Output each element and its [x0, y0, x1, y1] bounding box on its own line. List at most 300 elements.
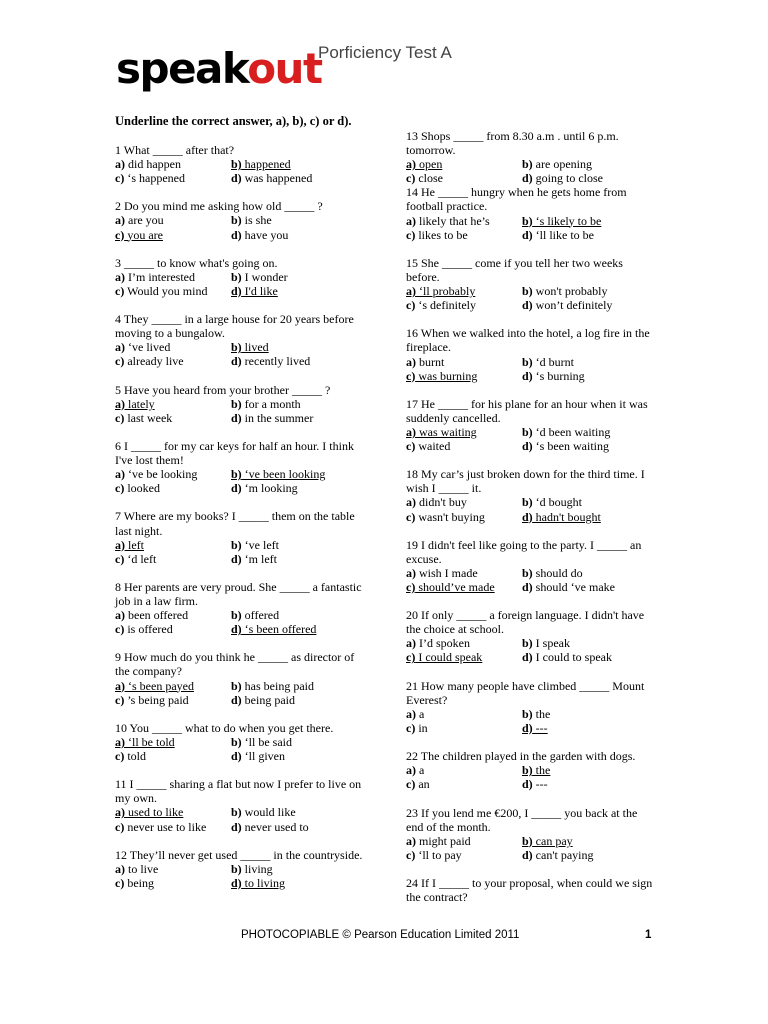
option-text: close — [415, 171, 443, 186]
question — [115, 312, 365, 368]
option-text: to living — [241, 875, 286, 890]
option-text: I’d spoken — [416, 636, 470, 651]
option-letter: a) — [115, 805, 125, 820]
option-b[interactable] — [522, 425, 610, 439]
option-letter: b) — [522, 706, 533, 721]
option-a[interactable] — [406, 495, 522, 509]
option-a[interactable] — [406, 425, 522, 439]
option-d[interactable] — [231, 552, 277, 566]
question-text: 16 When we walked into the hotel, a log fire in the fireplace. — [406, 326, 650, 355]
option-c[interactable] — [115, 749, 231, 763]
page-number: 1 — [645, 929, 652, 941]
option-a[interactable] — [406, 707, 522, 721]
question — [115, 439, 365, 495]
option-c[interactable] — [406, 228, 522, 242]
question — [115, 721, 365, 763]
option-letter: c) — [406, 509, 416, 524]
option-c[interactable] — [115, 411, 231, 425]
option-text: living — [241, 861, 273, 876]
option-b[interactable] — [522, 566, 583, 580]
option-b[interactable] — [231, 862, 273, 876]
option-a[interactable] — [406, 834, 522, 848]
question — [115, 509, 365, 565]
option-row — [115, 735, 365, 749]
logo-speak: speak — [116, 44, 248, 93]
option-d[interactable] — [522, 848, 593, 862]
option-b[interactable] — [522, 284, 608, 298]
option-d[interactable] — [231, 820, 309, 834]
option-text: was waiting — [416, 424, 477, 439]
option-letter: b) — [522, 354, 533, 369]
option-c[interactable] — [406, 650, 522, 664]
option-letter: d) — [522, 847, 533, 862]
option-letter: c) — [406, 298, 416, 313]
question — [115, 383, 365, 425]
option-letter: a) — [406, 424, 416, 439]
option-letter: c) — [406, 227, 416, 242]
option-text: lately — [125, 396, 155, 411]
option-d[interactable] — [231, 228, 288, 242]
question — [115, 650, 365, 706]
option-c[interactable] — [115, 693, 231, 707]
option-text: the — [532, 763, 551, 778]
option-letter: a) — [115, 396, 125, 411]
option-c[interactable] — [115, 876, 231, 890]
option-c[interactable] — [406, 721, 522, 735]
option-letter: b) — [522, 213, 533, 228]
option-letter: d) — [522, 439, 533, 454]
option-c[interactable] — [115, 820, 231, 834]
option-text: never used to — [241, 819, 309, 834]
option-text: being paid — [241, 692, 295, 707]
question-text: 17 He _____ for his plane for an hour when it was suddenly cancelled. — [406, 396, 648, 425]
option-letter: a) — [406, 763, 416, 778]
option-text: should do — [532, 565, 583, 580]
option-row — [406, 228, 656, 242]
option-a[interactable] — [115, 340, 231, 354]
option-text: lived — [241, 340, 269, 355]
question-text: 22 The children played in the garden with dogs. — [406, 749, 636, 764]
option-letter: d) — [522, 368, 533, 383]
option-text: has being paid — [241, 678, 314, 693]
option-text: ‘d bought — [532, 495, 583, 510]
question — [406, 608, 656, 664]
option-letter: a) — [115, 678, 125, 693]
question-text: 20 If only _____ a foreign language. I didn't have the choice at school. — [406, 608, 645, 637]
option-row — [406, 369, 656, 383]
option-letter: a) — [115, 157, 125, 172]
question-text: 11 I _____ sharing a flat but now I prefer to live on my own. — [115, 777, 362, 806]
option-a[interactable] — [115, 608, 231, 622]
option-letter: d) — [231, 354, 242, 369]
option-b[interactable] — [522, 495, 582, 509]
option-text: going to close — [532, 171, 603, 186]
speakout-logo — [116, 44, 322, 93]
option-row — [406, 763, 656, 777]
question-text: 4 They _____ in a large house for 20 years before moving to a bungalow. — [115, 312, 354, 341]
option-letter: d) — [231, 410, 242, 425]
option-letter: b) — [231, 396, 242, 411]
option-a[interactable] — [115, 213, 231, 227]
option-letter: b) — [231, 537, 242, 552]
option-d[interactable] — [231, 354, 310, 368]
option-row — [115, 213, 365, 227]
option-row — [115, 876, 365, 890]
option-a[interactable] — [406, 566, 522, 580]
option-text: the — [532, 706, 551, 721]
option-text: last week — [124, 410, 173, 425]
option-letter: b) — [522, 424, 533, 439]
option-letter: d) — [522, 720, 533, 735]
option-row — [406, 834, 656, 848]
option-a[interactable] — [115, 735, 231, 749]
option-text: told — [124, 749, 146, 764]
option-letter: b) — [231, 678, 242, 693]
option-letter: a) — [406, 706, 416, 721]
option-c[interactable] — [406, 369, 522, 383]
question — [406, 806, 656, 862]
option-d[interactable] — [522, 171, 603, 185]
option-letter: d) — [231, 171, 242, 186]
question-text: 23 If you lend me €200, I _____ you back at the end of the month. — [406, 805, 638, 834]
option-row — [406, 707, 656, 721]
option-text: in — [415, 720, 428, 735]
option-a[interactable] — [406, 157, 522, 171]
option-d[interactable] — [522, 580, 615, 594]
question — [406, 467, 656, 523]
option-letter: c) — [115, 171, 125, 186]
option-row — [406, 214, 656, 228]
option-text: can't paying — [532, 847, 594, 862]
option-letter: b) — [231, 608, 242, 623]
option-letter: d) — [522, 171, 533, 186]
option-letter: d) — [231, 819, 242, 834]
option-letter: a) — [115, 537, 125, 552]
option-letter: c) — [406, 777, 416, 792]
option-row — [115, 622, 365, 636]
option-c[interactable] — [115, 481, 231, 495]
option-text: never use to like — [124, 819, 207, 834]
option-text: a — [416, 763, 425, 778]
option-text: ‘ve been looking — [241, 467, 326, 482]
option-row — [115, 467, 365, 481]
question — [406, 185, 656, 241]
option-a[interactable] — [406, 763, 522, 777]
test-title: Porficiency Test A — [318, 43, 452, 62]
option-letter: b) — [231, 213, 242, 228]
option-row — [406, 566, 656, 580]
right-column — [406, 129, 656, 918]
option-row — [115, 481, 365, 495]
option-d[interactable] — [522, 369, 585, 383]
option-c[interactable] — [115, 228, 231, 242]
option-letter: a) — [406, 354, 416, 369]
question-text: 7 Where are my books? I _____ them on the table last night. — [115, 509, 355, 538]
option-text: won’t definitely — [532, 298, 613, 313]
option-letter: b) — [522, 565, 533, 580]
option-d[interactable] — [231, 284, 278, 298]
option-d[interactable] — [522, 650, 612, 664]
option-text: ‘m looking — [241, 481, 298, 496]
option-row — [115, 270, 365, 284]
option-text: ‘d burnt — [532, 354, 574, 369]
option-c[interactable] — [406, 298, 522, 312]
option-text: would like — [241, 805, 296, 820]
question — [115, 256, 365, 298]
option-b[interactable] — [231, 679, 314, 693]
option-b[interactable] — [231, 213, 272, 227]
instruction: Underline the correct answer, a), b), c) or d). — [115, 114, 352, 128]
option-letter: c) — [115, 875, 125, 890]
option-text: should’ve made — [415, 580, 495, 594]
question — [406, 129, 656, 185]
option-letter: d) — [231, 692, 242, 707]
option-d[interactable] — [522, 721, 548, 735]
option-a[interactable] — [406, 636, 522, 650]
option-row — [115, 411, 365, 425]
option-c[interactable] — [115, 622, 231, 636]
option-letter: a) — [406, 833, 416, 848]
option-a[interactable] — [115, 805, 231, 819]
option-text: left — [125, 537, 144, 552]
question — [406, 749, 656, 791]
option-letter: c) — [406, 439, 416, 454]
option-letter: b) — [231, 467, 242, 482]
option-letter: d) — [522, 650, 533, 665]
question-text: 21 How many people have climbed _____ Mount Everest? — [406, 678, 645, 707]
option-letter: c) — [115, 749, 125, 764]
option-text: hadn't bought — [532, 509, 601, 524]
option-text: happened — [241, 157, 291, 172]
option-letter: c) — [406, 171, 416, 186]
option-text: I could to speak — [532, 650, 612, 665]
option-letter: c) — [115, 354, 125, 369]
option-text: ‘ll given — [241, 749, 285, 764]
option-letter: c) — [115, 819, 125, 834]
question — [115, 199, 365, 241]
option-row — [406, 777, 656, 791]
option-row — [406, 425, 656, 439]
option-row — [406, 650, 656, 664]
option-letter: a) — [115, 861, 125, 876]
option-d[interactable] — [522, 298, 612, 312]
option-text: ‘ll probably — [416, 284, 476, 299]
question-text: 2 Do you mind me asking how old _____ ? — [115, 199, 323, 214]
option-b[interactable] — [231, 608, 279, 622]
option-text: for a month — [241, 396, 301, 411]
option-a[interactable] — [115, 679, 231, 693]
option-c[interactable] — [406, 848, 522, 862]
question — [406, 326, 656, 382]
option-b[interactable] — [522, 214, 601, 228]
option-b[interactable] — [231, 157, 291, 171]
option-text: ‘s burning — [532, 368, 585, 383]
option-b[interactable] — [231, 538, 279, 552]
option-b[interactable] — [231, 467, 325, 481]
option-row — [406, 580, 656, 594]
question-text: 6 I _____ for my car keys for half an hour. I think I've lost them! — [115, 438, 354, 468]
option-letter: d) — [522, 777, 533, 792]
option-c[interactable] — [406, 171, 522, 185]
option-letter: d) — [231, 551, 242, 566]
option-a[interactable] — [406, 284, 522, 298]
option-d[interactable] — [231, 876, 285, 890]
option-b[interactable] — [231, 340, 269, 354]
option-text: did happen — [125, 157, 181, 172]
option-text: --- — [532, 777, 548, 792]
option-letter: a) — [115, 213, 125, 228]
option-text: I could speak — [415, 650, 483, 665]
option-letter: b) — [522, 763, 533, 778]
option-letter: b) — [231, 157, 242, 172]
option-text: was burning — [415, 368, 478, 383]
option-text: been offered — [125, 608, 189, 623]
option-d[interactable] — [522, 228, 594, 242]
question — [406, 256, 656, 312]
option-text: to live — [125, 861, 159, 876]
option-d[interactable] — [231, 171, 312, 185]
option-letter: b) — [231, 340, 242, 355]
option-d[interactable] — [522, 510, 601, 524]
option-a[interactable] — [406, 214, 522, 228]
question — [115, 848, 365, 890]
option-c[interactable] — [115, 552, 231, 566]
question-text: 3 _____ to know what's going on. — [115, 255, 278, 270]
option-row — [406, 439, 656, 453]
option-row — [406, 284, 656, 298]
option-row — [406, 636, 656, 650]
option-b[interactable] — [231, 397, 301, 411]
option-letter: c) — [406, 580, 416, 594]
option-text: Would you mind — [124, 283, 208, 298]
option-c[interactable] — [406, 580, 522, 594]
option-a[interactable] — [406, 355, 522, 369]
option-row — [115, 171, 365, 185]
option-letter: a) — [406, 565, 416, 580]
option-letter: d) — [522, 580, 533, 594]
option-text: --- — [532, 720, 548, 735]
option-a[interactable] — [115, 467, 231, 481]
option-row — [406, 171, 656, 185]
option-a[interactable] — [115, 397, 231, 411]
question — [406, 397, 656, 453]
option-b[interactable] — [231, 270, 288, 284]
option-b[interactable] — [231, 805, 296, 819]
option-letter: a) — [406, 157, 416, 172]
option-letter: d) — [231, 622, 242, 637]
option-row — [406, 157, 656, 171]
question-text: 18 My car’s just broken down for the third time. I wish I _____ it. — [406, 467, 645, 496]
question — [115, 777, 365, 833]
option-a[interactable] — [115, 270, 231, 284]
option-letter: c) — [115, 410, 125, 425]
left-column — [115, 143, 365, 904]
option-row — [115, 538, 365, 552]
option-b[interactable] — [522, 355, 574, 369]
option-text: being — [124, 875, 154, 890]
option-a[interactable] — [115, 157, 231, 171]
option-b[interactable] — [522, 763, 550, 777]
option-row — [115, 693, 365, 707]
option-d[interactable] — [231, 411, 313, 425]
option-text: offered — [241, 608, 280, 623]
option-a[interactable] — [115, 862, 231, 876]
option-row — [406, 355, 656, 369]
option-text: ‘s been waiting — [532, 439, 609, 454]
question — [115, 580, 365, 636]
option-letter: c) — [406, 720, 416, 735]
option-text: ’s being paid — [124, 692, 189, 707]
option-letter: d) — [231, 283, 242, 298]
option-b[interactable] — [522, 707, 550, 721]
option-row — [115, 679, 365, 693]
option-d[interactable] — [231, 481, 298, 495]
option-letter: b) — [522, 636, 533, 651]
option-c[interactable] — [115, 171, 231, 185]
option-text: used to like — [125, 805, 184, 820]
question — [115, 143, 365, 185]
option-a[interactable] — [115, 538, 231, 552]
option-d[interactable] — [231, 749, 285, 763]
option-text: wish I made — [416, 565, 478, 580]
question-text: 15 She _____ come if you tell her two weeks before. — [406, 255, 623, 284]
option-d[interactable] — [231, 693, 295, 707]
option-letter: a) — [115, 340, 125, 355]
option-row — [115, 284, 365, 298]
option-letter: b) — [522, 157, 533, 172]
option-d[interactable] — [231, 622, 316, 636]
option-letter: c) — [115, 692, 125, 707]
option-text: ‘s been offered — [241, 622, 317, 637]
option-letter: d) — [522, 509, 533, 524]
option-text: won't probably — [532, 284, 608, 299]
option-row — [115, 157, 365, 171]
option-d[interactable] — [522, 439, 609, 453]
option-c[interactable] — [115, 284, 231, 298]
option-letter: d) — [231, 875, 242, 890]
option-b[interactable] — [522, 636, 570, 650]
option-text: I’m interested — [125, 269, 195, 284]
option-c[interactable] — [406, 777, 522, 791]
option-text: I speak — [532, 636, 570, 651]
option-row — [406, 721, 656, 735]
option-b[interactable] — [522, 834, 573, 848]
option-c[interactable] — [115, 354, 231, 368]
option-c[interactable] — [406, 439, 522, 453]
option-letter: d) — [231, 227, 242, 242]
option-text: burnt — [416, 354, 445, 369]
option-c[interactable] — [406, 510, 522, 524]
option-letter: a) — [115, 734, 125, 749]
option-letter: b) — [231, 805, 242, 820]
logo-out: out — [247, 44, 322, 93]
option-row — [115, 340, 365, 354]
question-text: 10 You _____ what to do when you get there. — [115, 720, 334, 735]
option-row — [115, 820, 365, 834]
option-letter: a) — [406, 495, 416, 510]
option-b[interactable] — [522, 157, 592, 171]
option-text: ‘ll be told — [125, 734, 175, 749]
question-text: 24 If I _____ to your proposal, when could we sign the contract? — [406, 875, 653, 905]
option-b[interactable] — [231, 735, 292, 749]
option-text: are you — [125, 213, 164, 228]
option-letter: c) — [115, 481, 125, 496]
option-text: are opening — [532, 157, 592, 172]
option-text: in the summer — [241, 410, 314, 425]
option-d[interactable] — [522, 777, 548, 791]
footer-copyright: PHOTOCOPIABLE © Pearson Education Limited 2011 — [241, 929, 520, 941]
option-letter: c) — [406, 368, 416, 383]
